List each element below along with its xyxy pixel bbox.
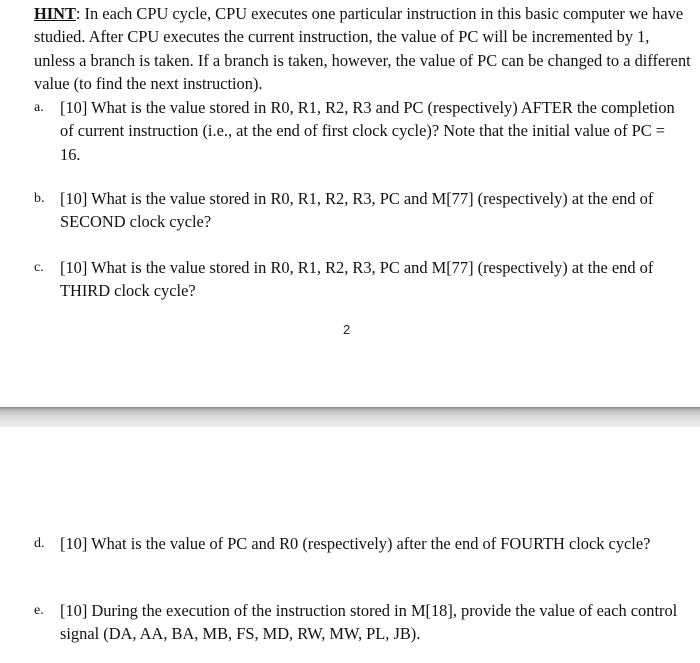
question-text: [10] What is the value stored in R0, R1, R2, R3, PC and M[77] (respectively) at the end of SECOND clock cycle? (60, 189, 654, 232)
hint-text: : In each CPU cycle, CPU executes one particular instruction in this basic computer we have studied. After CPU executes the current instruction, the value of PC will be incremented by 1, unless a branch is taken. If a branch is taken, however, the value of PC can be changed to a different value (to find the next instruction). (34, 4, 691, 94)
question-letter: a. (34, 100, 44, 115)
page-number: 2 (343, 322, 351, 337)
question-letter: b. (34, 191, 45, 206)
page-3-upper-section (0, 427, 700, 663)
question-text: [10] During the execution of the instruction stored in M[18], provide the value of each control signal (DA, AA, BA, MB, FS, MD, RW, MW, PL, JB). (60, 601, 678, 644)
hint-label: HINT (34, 4, 76, 23)
question-letter: c. (34, 260, 44, 275)
hint-paragraph (34, 2, 694, 96)
question-letter: d. (34, 536, 45, 551)
page-break-divider (0, 407, 700, 427)
question-text: [10] What is the value of PC and R0 (respectively) after the end of FOURTH clock cycle? (60, 534, 651, 553)
question-letter: e. (34, 603, 44, 618)
question-text: [10] What is the value stored in R0, R1, R2, R3 and PC (respectively) AFTER the completion of current instruction (i.e., at the end of first clock cycle)? Note that the initial value of PC = 16. (60, 98, 675, 164)
question-text: [10] What is the value stored in R0, R1, R2, R3, PC and M[77] (respectively) at the end of THIRD clock cycle? (60, 258, 654, 301)
